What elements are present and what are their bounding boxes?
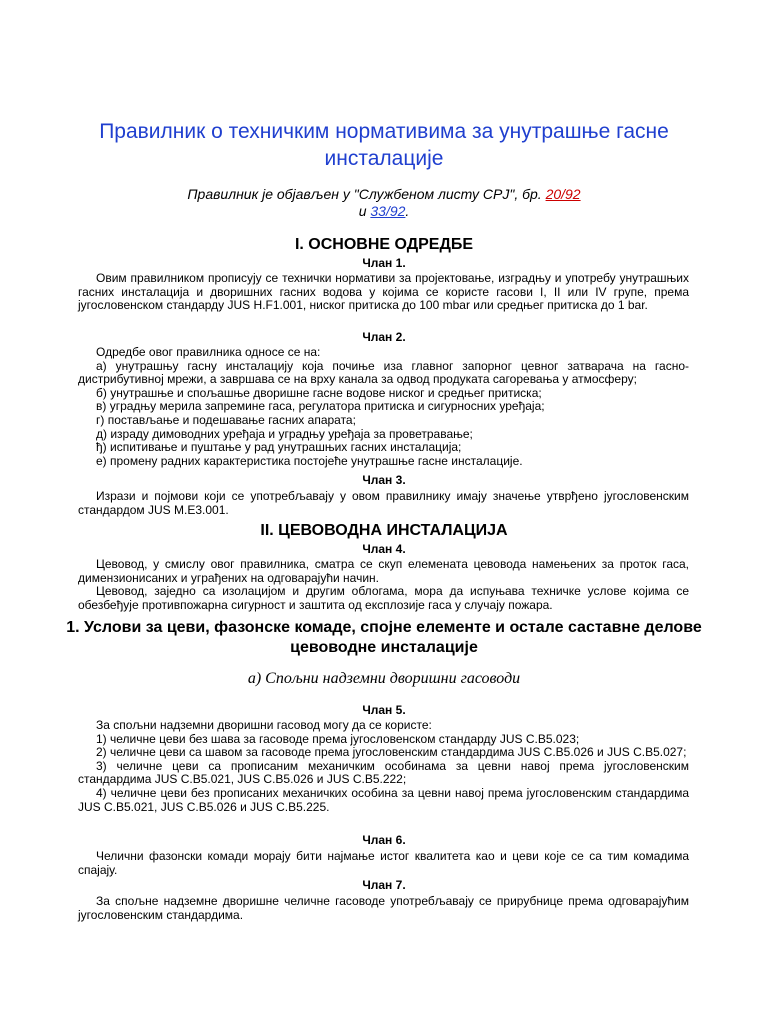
subsection-heading-a: а) Спољни надземни дворишни гасоводи (247, 670, 521, 687)
list-item: в) уградњу мерила запремине гаса, регулатора притиска и сигурносних уређаја; (96, 399, 545, 414)
list-item: 1) челичне цеви без шава за гасоводе према југословенском стандарду JUS C.B5.023; (96, 731, 580, 746)
clan-3-label: Члан 3. (362, 473, 406, 487)
publication-middle: и (358, 203, 367, 219)
clan-2-label: Члан 2. (362, 330, 406, 344)
list-item: 3) челичне цеви са прописаним механичким особинама за цевни навој према југословенским стандардима JUS C.B5.021, JUS C.B5.026 и JUS C.B5.222; (78, 758, 689, 787)
subsection-heading-1: 1. Услови за цеви, фазонске комаде, спојне елементе и остале саставне делове цевоводне инсталације (66, 619, 702, 656)
document-title: Правилник о техничким нормативима за унутрашње гасне инсталације (99, 120, 669, 170)
list-item: Одредбе овог правилника односе се на: (96, 345, 321, 359)
clan-7-text: За спољне надземне дворишне челичне гасоводе употребљавају се прирубнице према одговарајућим југословенским стандардима. (78, 894, 689, 922)
list-item: 4) челичне цеви без прописаних механичких особина за цевни навој према југословенским стандардима JUS C.B5.021, JUS C.B5.026 и JUS C.B5.225. (78, 785, 689, 814)
list-item: а) унутрашњу гасну инсталацију која почиње иза главног запорног цевног затварача на гасно-дистрибутивној мрежи, а завршава се на врху канала за одвод продуката сагоревања у атмосферу; (78, 358, 689, 387)
clan-5-label: Члан 5. (362, 703, 406, 717)
clan-7-label: Члан 7. (362, 878, 406, 892)
publication-suffix: . (405, 203, 410, 219)
list-item: 2) челичне цеви са шавом за гасоводе према југословенским стандардима JUS C.B5.026 и JUS C.B5.027; (96, 745, 687, 760)
clan-2-text (78, 346, 689, 468)
list-item: ђ) испитивање и пуштање у рад унутрашњих гасних инсталација; (96, 440, 462, 455)
issue-link-33-92[interactable]: 33/92 (370, 203, 406, 219)
section-heading-2: II. ЦЕВОВОДНА ИНСТАЛАЦИЈА (260, 522, 508, 539)
clan-4-label: Члан 4. (362, 542, 406, 556)
list-item: г) постављање и подешавање гасних апарата; (96, 412, 356, 427)
clan-1-label: Члан 1. (362, 256, 406, 270)
clan-6-text: Челични фазонски комади морају бити најмање истог квалитета као и цеви које се са тим комадима спајају. (78, 849, 689, 877)
clan-1-text: Овим правилником прописују се технички нормативи за пројектовање, изградњу и употребу унутрашњих гасних инсталација и дворишних гасних водова у којима се користе гасови I, II или IV групе, према југословенском стандарду JUS H.F1.001, ниског притиска до 100 mbar или средњег притиска до 1 bar. (78, 271, 689, 313)
issue-link-20-92[interactable]: 20/92 (545, 186, 581, 202)
clan-3-text: Изрази и појмови који се употребљавају у овом правилнику имају значење утврђено југословенским стандардом JUS M.E3.001. (78, 489, 689, 517)
publication-prefix: Правилник је објављен у "Службеном листу СРЈ", бр. (187, 186, 542, 202)
list-item: е) промену радних карактеристика постојеће унутрашње гасне инсталације. (96, 453, 523, 468)
clan-5-text (78, 719, 689, 814)
list-item: б) унутрашње и спољашње дворишне гасне водове ниског и средњег притиска; (96, 385, 542, 400)
clan-4-text: Цевовод, у смислу овог правилника, сматра се скуп елемената цевовода намењених за проток гаса, димензионисаних и уграђених на одговарајући начин. Цевовод, заједно са изолацијом и другим облогама, мора да испуњава техничке услове којима се обезбеђује противпожарна сигурност и заштита од експлозије гаса у случају пожара. (78, 557, 689, 612)
list-item: д) израду димоводних уређаја и уградњу уређаја за проветравање; (96, 426, 473, 441)
section-heading-1: I. ОСНОВНЕ ОДРЕДБЕ (294, 236, 474, 253)
publication-note (40, 186, 728, 220)
list-item: За спољни надземни дворишни гасовод могу да се користе: (96, 718, 432, 732)
clan-6-label: Члан 6. (362, 833, 406, 847)
